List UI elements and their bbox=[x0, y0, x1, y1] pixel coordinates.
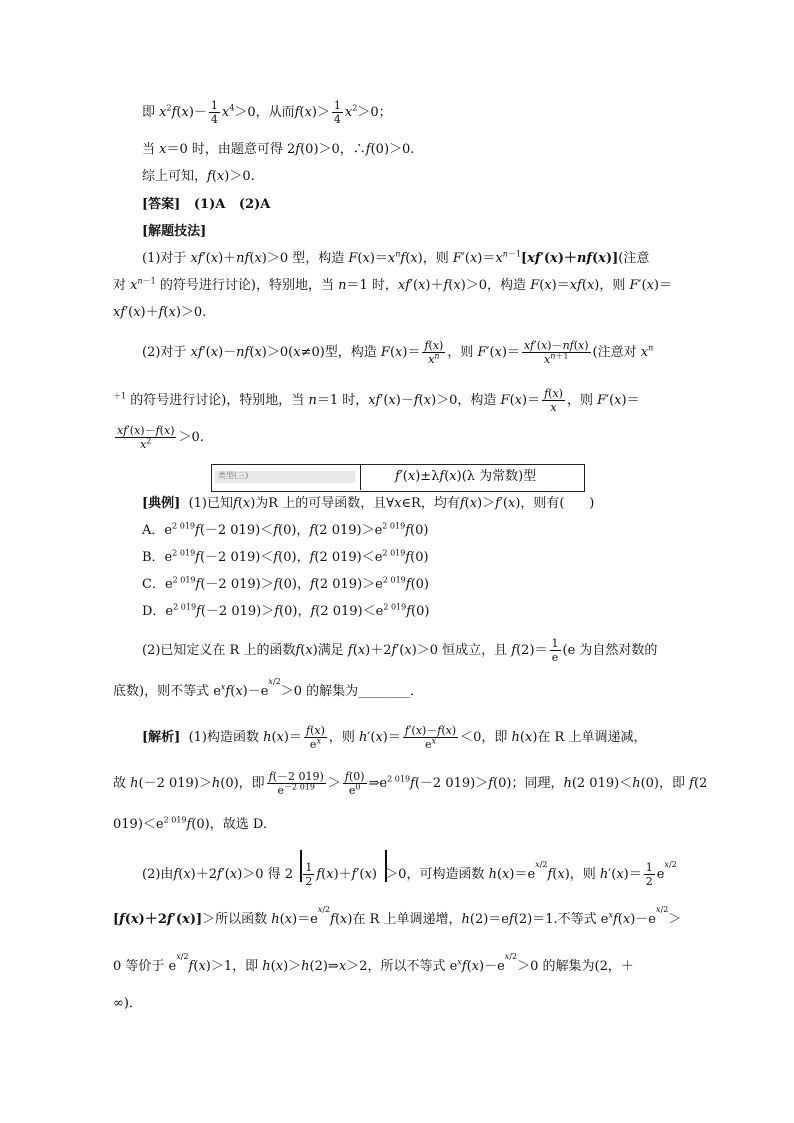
text-line: (2)对于 xf′(x)－nf(x)＞0(x≠0)型，构造 F(x)＝ $\frac{f(x)}{x^n}$ ，则 F′(x)＝ $\frac{xf'(x)-nf(x)}{x^{n+1}}$ (注意对 $x^n$ bbox=[142, 339, 654, 366]
fraction: $\frac{f(0)}{e^0}$ bbox=[344, 770, 365, 797]
text-line: 当 x＝0 时，由题意可得 2f(0)＞0，∴f(0)＞0. bbox=[142, 142, 415, 157]
text-line: [典例] (1)已知f(x)为R 上的可导函数，且∀x∈R，均有f(x)＞f′(x)，则有( ) bbox=[142, 496, 595, 511]
fraction: $\frac{f(-2 019)}{e^{-2 019}}$ bbox=[268, 770, 324, 797]
text-line: $\frac{xf'(x)-f(x)}{x^2}$ ＞0. bbox=[117, 424, 204, 451]
text-line: (2)已知定义在 R 上的函数f(x)满足 f(x)＋2f′(x)＞0 恒成立，且 f(2)＝ $\frac{1}{e}$ (e 为自然对数的 bbox=[142, 637, 658, 664]
type-title: f′(x)±λf(x)(λ 为常数)型 bbox=[395, 469, 537, 484]
fraction: $\frac{1}{4}$ bbox=[210, 99, 218, 126]
text-line: 0 等价于 $e^{x/2}f(x)>1$，即 h(x)＞h(2)⇒x＞2，所以不等式 $e^xf(x)-e^{x/2}>0$ 的解集为(2，＋ bbox=[113, 951, 634, 974]
fraction: $\frac{1}{e}$ bbox=[551, 637, 559, 664]
fraction: $\frac{f(x)}{e^x}$ bbox=[306, 724, 325, 751]
section-heading: [解题技法] bbox=[142, 224, 207, 239]
fraction: $\frac{f'(x)-f(x)}{e^x}$ bbox=[404, 724, 457, 751]
text-line: [f(x)＋2f′(x)]＞所以函数 $h(x)=e^{x/2}f(x)$在 R 上单调递增，h(2)＝ef(2)＝1.不等式 $e^xf(x)-e^{x/2}>$ bbox=[113, 904, 682, 927]
text-line: 故 h(－2 019)＞h(0)，即 $\frac{f(-2 019)}{e^{-2 019}}$ ＞ $\frac{f(0)}{e^0}$ $\Rightarrow e^{2 019}f(-2$ 019)＞f(0)；同理，h(2 019)＜h(0)，即 f(2 bbox=[113, 770, 708, 797]
option-b: B．$e^{2 019}f(-2$ 019)＜f(0)，f(2 $019)<e^{2 019}f(0)$ bbox=[142, 548, 429, 565]
text-line: (2)由f(x)＋2f′(x)＞0 得 2 $\frac{1}{2}$ f(x)＋f′(x) ＞0，可构造函数 $h(x)=e^{x/2}f(x)$，则 h′(x)＝ $\frac{1}{2}$ $e^{x/2}$ bbox=[142, 859, 677, 888]
text-line: xf′(x)＋f(x)＞0. bbox=[113, 305, 207, 320]
option-a: A．$e^{2 019}f(-2$ 019)＜f(0)，f(2 $019)>e^{2 019}f(0)$ bbox=[142, 521, 429, 538]
text-line: (1)对于 xf′(x)＋nf(x)＞0 型，构造 $F(x)=x^nf(x)$，则 $F'(x)=x^{n-1}[xf'(x)+nf(x)]$(注意 bbox=[142, 249, 650, 266]
text-line: 对 $x^{n-1}$ 的符号进行讨论)，特别地，当 n＝1 时，xf′(x)＋f(x)＞0，构造 F(x)＝xf(x)，则 F′(x)＝ bbox=[113, 276, 672, 293]
fraction: $\frac{1}{2}$ bbox=[305, 861, 313, 888]
text-line: $019)<e^{2 019}f(0)$，故选 D. bbox=[113, 815, 267, 832]
fraction: $\frac{xf'(x)-f(x)}{x^2}$ bbox=[117, 424, 175, 451]
text-line: [解析] (1)构造函数 h(x)＝ $\frac{f(x)}{e^x}$ ，则 h′(x)＝ $\frac{f'(x)-f(x)}{e^x}$ ＜0，即 h(x)在 R 上单调递减， bbox=[142, 724, 647, 751]
text-line: 底数)，则不等式 $e^xf(x)-e^{x/2}>0$ 的解集为________． bbox=[113, 676, 424, 699]
option-d: D．$e^{2 019}f(-2$ 019)＞f(0)，f(2 $019)<e^{2 019}f(0)$ bbox=[142, 602, 430, 619]
text-line: $^{+1}$ 的符号进行讨论)，特别地，当 n＝1 时，xf′(x)－f(x)＞0，构造 F(x)＝ $\frac{f(x)}{x}$ ，则 F′(x)＝ bbox=[113, 387, 640, 414]
fraction: $\frac{f(x)}{x}$ bbox=[544, 387, 563, 414]
answer-line: [答案] (1)A (2)A bbox=[142, 197, 271, 212]
fraction: $\frac{f(x)}{x^n}$ bbox=[424, 339, 444, 366]
text-line: ∞)． bbox=[113, 996, 142, 1011]
text-line: 即 $x^2f(x)-$ $\frac{1}{4}$ $x^4>0$，从而f(x)＞ $\frac{1}{4}$ $x^2>0$； bbox=[142, 99, 392, 126]
fraction: $\frac{1}{2}$ bbox=[645, 861, 653, 888]
option-c: C．$e^{2 019}f(-2$ 019)＞f(0)，f(2 $019)>e^{2 019}f(0)$ bbox=[142, 575, 429, 592]
text-line: 综上可知，f(x)＞0. bbox=[142, 169, 255, 184]
type-label: 类型(三) bbox=[218, 471, 249, 480]
fraction: $\frac{1}{4}$ bbox=[333, 99, 341, 126]
type-header-divider bbox=[360, 464, 361, 490]
fraction: $\frac{xf'(x)-nf(x)}{x^{n+1}}$ bbox=[523, 339, 589, 366]
